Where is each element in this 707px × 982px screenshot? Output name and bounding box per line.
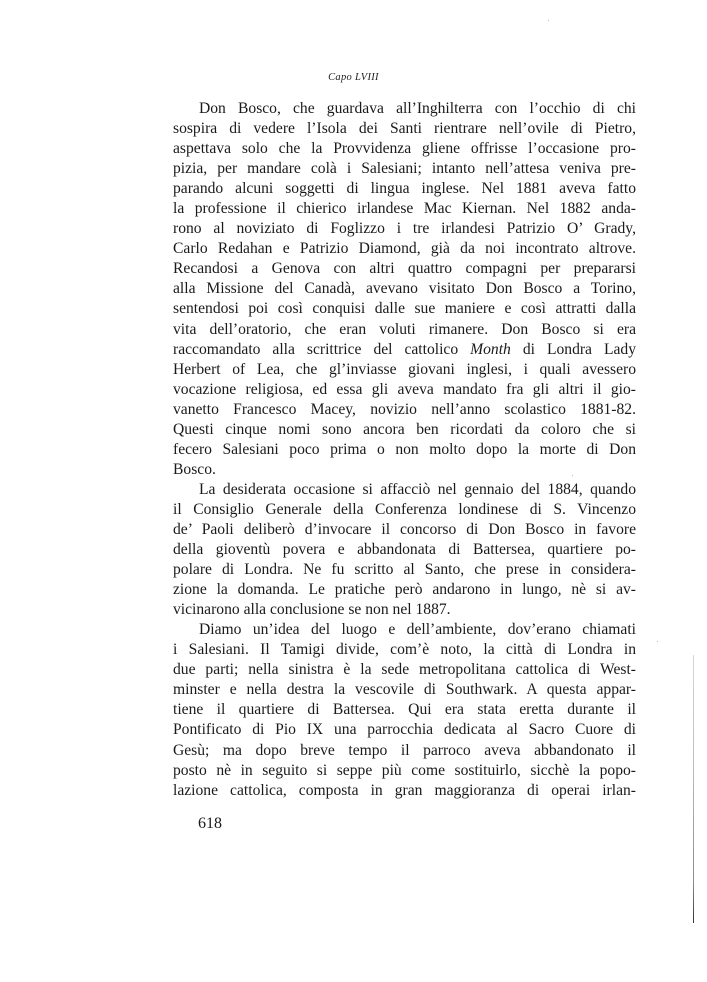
text-line: fecero Salesiani poco prima o non molto dopo la morte di Don — [173, 440, 636, 458]
periodical-title: Month — [470, 340, 511, 358]
text-line: il Consiglio Generale della Conferenza londinese di S. Vincenzo — [173, 500, 636, 518]
text-line: sentendosi poi così conquisi dalle sue maniere e così attratti dalla — [173, 300, 636, 318]
text-line: zione la domanda. Le pratiche però andarono in lungo, nè si av- — [173, 581, 636, 599]
text-line: vicinarono alla conclusione se non nel 1887. — [173, 601, 451, 619]
scan-speck — [572, 475, 573, 476]
text-line: Pontificato di Pio IX una parrocchia dedicata al Sacro Cuore di — [173, 721, 636, 739]
text-line: due parti; nella sinistra è la sede metropolitana cattolica di West- — [173, 661, 636, 679]
text-line: aspettava solo che la Provvidenza gliene offrisse l’occasione pro- — [173, 140, 636, 158]
text-line: della gioventù povera e abbandonata di Battersea, quartiere po- — [173, 541, 636, 559]
scan-speck — [657, 641, 658, 642]
text-line: La desiderata occasione si affacciò nel gennaio del 1884, quando — [199, 480, 636, 498]
scan-speck — [548, 20, 549, 21]
text-line: Don Bosco, che guardava all’Inghilterra con l’occhio di chi — [199, 100, 636, 117]
running-head: Capo LVIII — [328, 72, 379, 83]
text-line: minster e nella destra la vescovile di Southwark. A questa appar- — [173, 681, 636, 699]
text-line: posto nè in seguito si seppe più come sostituirlo, sicchè la popo- — [173, 761, 636, 779]
text-line: i Salesiani. Il Tamigi divide, com’è noto, la città di Londra in — [173, 641, 636, 659]
text-line: vita dell’oratorio, che eran voluti rimanere. Don Bosco si era — [173, 320, 636, 338]
text-run: raccomandato alla scrittrice del cattolico — [173, 340, 471, 358]
text-line: pizia, per mandare colà i Salesiani; intanto nell’attesa veniva pre- — [173, 160, 636, 178]
text-line: vanetto Francesco Macey, novizio nell’anno scolastico 1881-82. — [173, 400, 636, 418]
paragraph-1 — [173, 99, 636, 480]
text-run: di Londra Lady — [510, 340, 636, 358]
text-line: rono al noviziato di Foglizzo i tre irlandesi Patrizio O’ Grady, — [173, 220, 636, 238]
text-line: lazione cattolica, composta in gran maggioranza di operai irlan- — [173, 781, 636, 799]
text-line-with-italic — [173, 340, 636, 360]
text-line: Carlo Redahan e Patrizio Diamond, già da noi incontrato altrove. — [173, 240, 636, 258]
text-line: alla Missione del Canadà, avevano visitato Don Bosco a Torino, — [173, 280, 636, 298]
text-line: de’ Paoli deliberò d’invocare il concorso di Don Bosco in favore — [173, 520, 636, 538]
text-line: Recandosi a Genova con altri quattro compagni per prepararsi — [173, 260, 636, 278]
paragraph-2 — [173, 480, 636, 620]
page-number: 618 — [198, 815, 222, 832]
text-line: Bosco. — [173, 460, 216, 478]
text-line: la professione il chierico irlandese Mac Kiernan. Nel 1882 anda- — [173, 200, 636, 218]
text-line: Herbert of Lea, che gl’inviasse giovani inglesi, i quali avessero — [173, 360, 636, 378]
body-text — [173, 99, 636, 801]
text-line: polare di Londra. Ne fu scritto al Santo, che prese in considera- — [173, 561, 636, 579]
text-line: Diamo un’idea del luogo e dell’ambiente, dov’erano chiamati — [199, 621, 636, 639]
text-line: Gesù; ma dopo breve tempo il parroco aveva abbandonato il — [173, 741, 636, 759]
scan-margin-line — [693, 655, 694, 923]
text-line: Questi cinque nomi sono ancora ben ricordati da coloro che si — [173, 420, 636, 438]
text-line: vocazione religiosa, ed essa gli aveva mandato fra gli altri il gio- — [173, 380, 636, 398]
text-line: tiene il quartiere di Battersea. Qui era stata eretta durante il — [173, 701, 636, 719]
paragraph-3 — [173, 620, 636, 800]
text-line: sospira di vedere l’Isola dei Santi rientrare nell’ovile di Pietro, — [173, 120, 636, 138]
text-line: parando alcuni soggetti di lingua inglese. Nel 1881 aveva fatto — [173, 180, 636, 198]
